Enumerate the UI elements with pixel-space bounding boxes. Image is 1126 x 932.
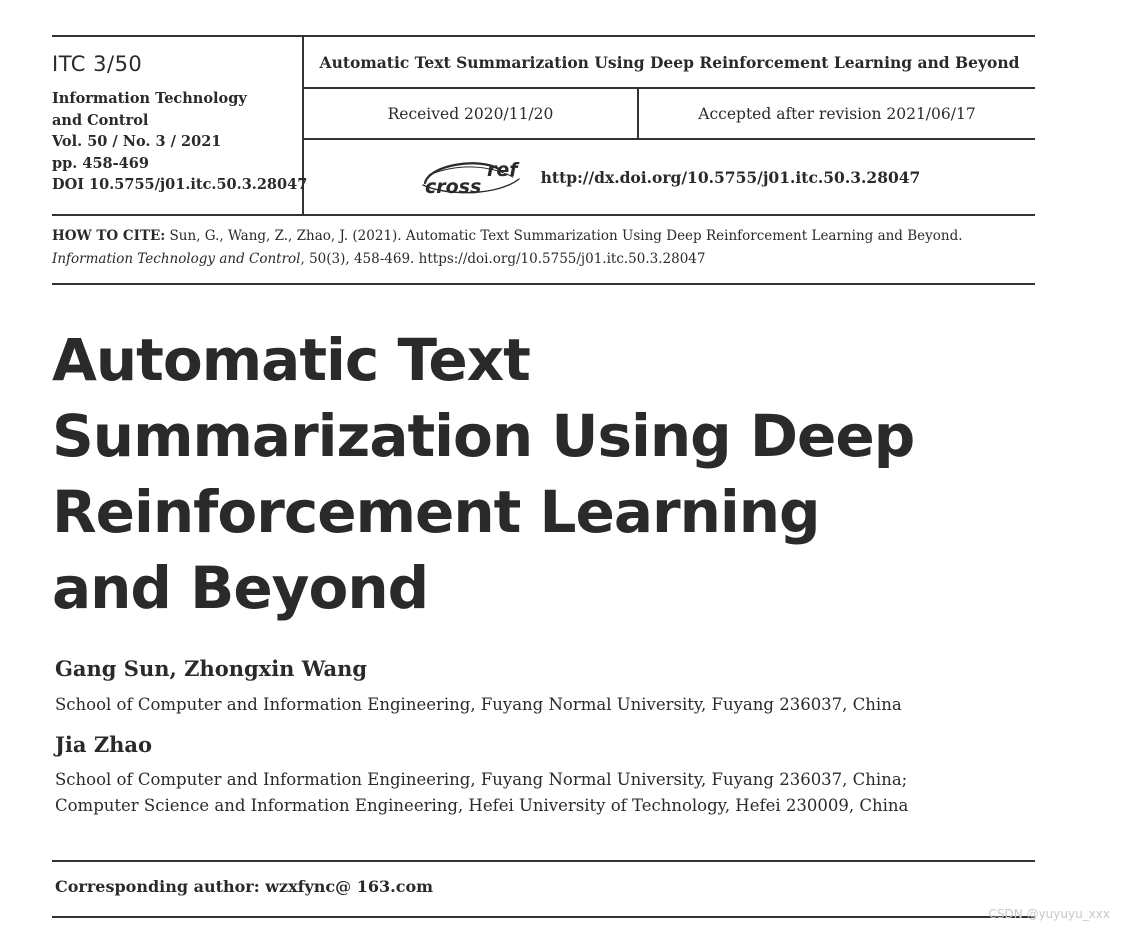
corresponding-author xyxy=(52,860,1035,918)
author-affiliation xyxy=(55,767,908,819)
dates-row xyxy=(304,89,1035,140)
svg-text:cross: cross xyxy=(424,176,481,197)
page-title xyxy=(52,322,952,626)
journal-name-line1: Information Technology xyxy=(52,90,247,107)
cite-label: HOW TO CITE: xyxy=(52,228,166,244)
page-range: pp. 458-469 xyxy=(52,154,149,172)
cite-journal: Information Technology and Control xyxy=(52,251,301,267)
journal-meta xyxy=(52,88,307,196)
volume-info: Vol. 50 / No. 3 / 2021 xyxy=(52,133,222,150)
author-affiliation xyxy=(55,692,902,718)
accepted-date: Accepted after revision 2021/06/17 xyxy=(698,104,976,123)
how-to-cite xyxy=(52,212,1035,285)
article-info xyxy=(304,37,1035,214)
journal-header xyxy=(52,35,1035,216)
author-names: Jia Zhao xyxy=(55,732,153,757)
doi-link[interactable]: http://dx.doi.org/10.5755/j01.itc.50.3.28047 xyxy=(540,167,921,187)
watermark: CSDN @yuyuyu_xxx xyxy=(988,907,1110,921)
doi-label: DOI 10.5755/j01.itc.50.3.28047 xyxy=(52,176,308,193)
affiliation-line: Computer Science and Information Engineering, Hefei University of Technology, Hefei 230009, China xyxy=(55,796,909,815)
title-line: and Beyond xyxy=(52,554,429,622)
title-line: Summarization Using Deep xyxy=(52,402,915,470)
issue-label: ITC 3/50 xyxy=(52,52,143,76)
author-names: Gang Sun, Zhongxin Wang xyxy=(55,656,368,681)
svg-text:ref: ref xyxy=(486,159,518,181)
corresponding-author-text: Corresponding author: wzxfync@ 163.com xyxy=(55,877,434,896)
header-article-title: Automatic Text Summarization Using Deep Reinforcement Learning and Beyond xyxy=(304,37,1035,89)
cite-text-2: , 50(3), 458-469. https://doi.org/10.5755/j01.itc.50.3.28047 xyxy=(300,251,706,267)
cite-line-1 xyxy=(52,228,963,244)
crossref-logo-icon xyxy=(419,157,527,197)
doi-row xyxy=(304,140,1035,214)
received-date: Received 2020/11/20 xyxy=(304,89,639,138)
title-line: Automatic Text xyxy=(52,326,530,394)
affiliation-line: School of Computer and Information Engineering, Fuyang Normal University, Fuyang 236037, China xyxy=(55,695,902,714)
cite-text-1: Sun, G., Wang, Z., Zhao, J. (2021). Automatic Text Summarization Using Deep Reinforcement Learning and Beyond. xyxy=(165,228,963,244)
cite-line-2 xyxy=(52,251,705,267)
journal-name-line2: and Control xyxy=(52,111,149,129)
title-line: Reinforcement Learning xyxy=(52,478,820,546)
affiliation-line: School of Computer and Information Engineering, Fuyang Normal University, Fuyang 236037, China; xyxy=(55,770,908,789)
journal-info xyxy=(52,37,308,214)
